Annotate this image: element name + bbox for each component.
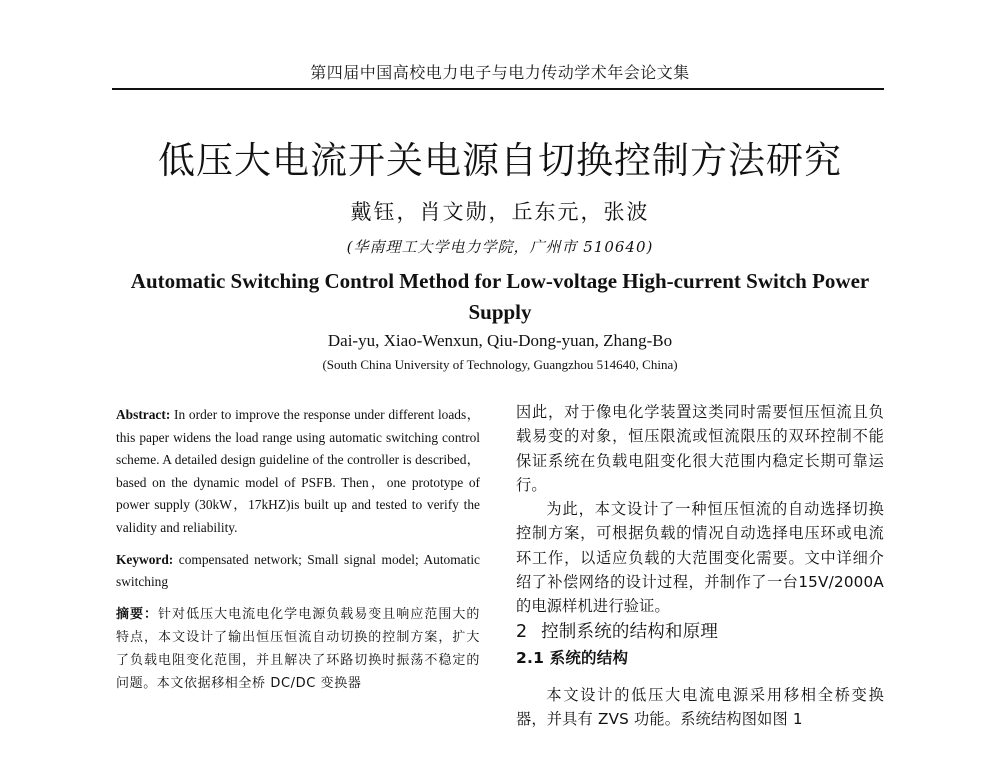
abstract-cn-label: 摘要： <box>116 606 159 622</box>
body-paragraph-3: 本文设计的低压大电流电源采用移相全桥变换器，并具有 ZVS 功能。系统结构图如图 1 <box>516 685 884 728</box>
abstract-cn <box>116 603 480 695</box>
keywords-text: compensated network; Small signal model; Automatic switching <box>116 551 480 590</box>
abstract-cn-text: 针对低压大电流电化学电源负载易变且响应范围大的特点，本文设计了输出恒压恒流自动切换的控制方案，扩大了负载电阻变化范围，并且解决了环路切换时振荡不稳定的问题。本文依据移相全桥 DC/DC 变换器 <box>116 606 480 691</box>
affiliation-en: (South China University of Technology, Guangzhou 514640, China) <box>322 357 678 372</box>
authors-cn: 戴钰，肖文勋，丘东元，张波 <box>350 200 650 224</box>
header-rule <box>112 88 884 90</box>
paper-title-cn: 低压大电流开关电源自切换控制方法研究 <box>158 139 842 182</box>
keywords-label: Keyword: <box>116 551 174 567</box>
subsection-heading-2-1: 2.1 系统的结构 <box>516 648 629 667</box>
authors-en: Dai-yu, Xiao-Wenxun, Qiu-Dong-yuan, Zhang-Bo <box>327 331 673 350</box>
paper-title-en: Automatic Switching Control Method for Low-voltage High-current Switch Power Supply <box>130 269 870 324</box>
left-column <box>116 404 480 695</box>
abstract-en-label: Abstract: <box>116 407 171 422</box>
keywords <box>116 549 480 594</box>
abstract-en <box>116 404 480 540</box>
running-head: 第四届中国高校电力电子与电力传动学术年会论文集 <box>310 63 690 82</box>
body-paragraph-2: 为此，本文设计了一种恒压恒流的自动选择切换控制方案，可根据负载的情况自动选择电压环或电流环工作，以适应负载的大范围变化需要。文中详细介绍了补偿网络的设计过程，并制作了一台15V/2000A的电源样机进行验证。 <box>516 500 884 616</box>
section-heading-2: 2 控制系统的结构和原理 <box>516 621 719 642</box>
affiliation-cn: (华南理工大学电力学院，广州市 510640) <box>346 238 654 256</box>
abstract-en-text: In order to improve the response under different loads，this paper widens the load range using automatic switching control scheme. A detailed design guideline of the controller is described，based on the dynamic model of PSFB. Then，one prototype of power supply (30kW，17kHZ)is built up and tested to verify the validity and reliability. <box>116 407 480 535</box>
right-column <box>516 400 884 731</box>
body-paragraph-1: 因此，对于像电化学装置这类同时需要恒压恒流且负载易变的对象，恒压限流或恒流限压的双环控制不能保证系统在负载电阻变化很大范围内稳定长期可靠运行。 <box>516 403 884 494</box>
